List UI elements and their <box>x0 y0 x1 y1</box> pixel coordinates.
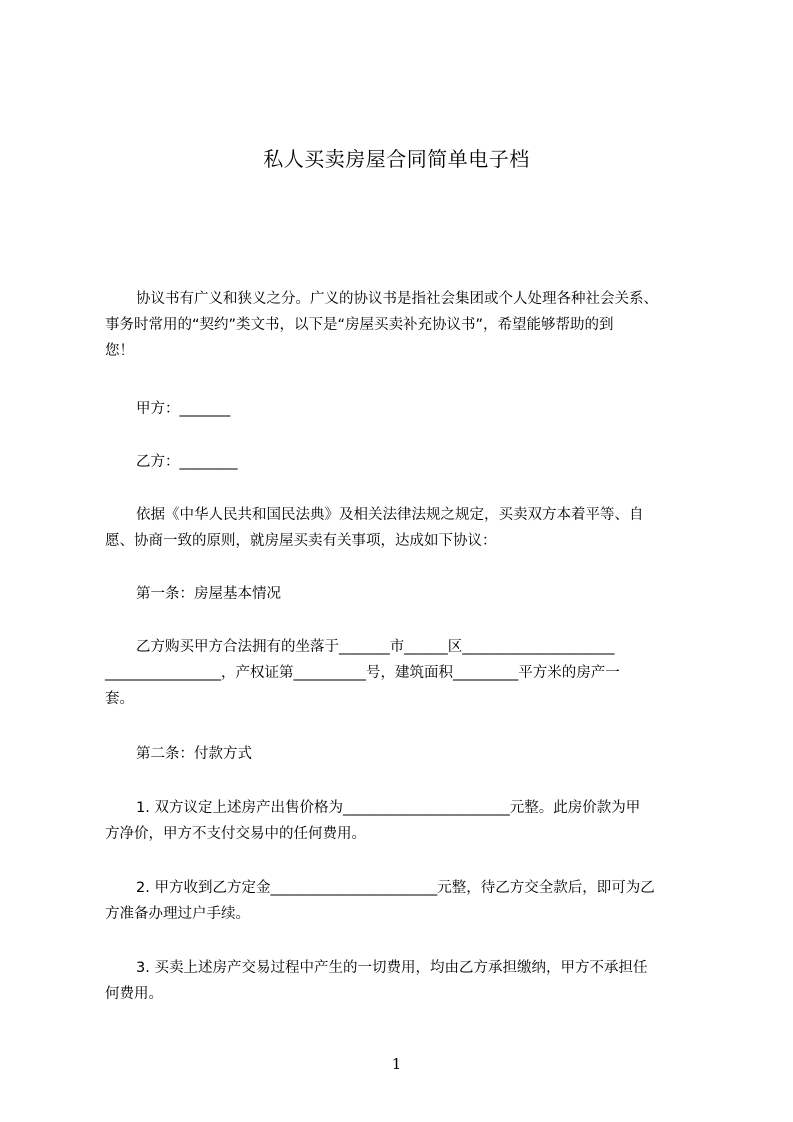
document-title: 私人买卖房屋合同简单电子档 <box>263 147 530 171</box>
article-2-item-2 <box>105 875 701 927</box>
basis-line-1: 依据《中华人民共和国民法典》及相关法律法规之规定，买卖双方本着平等、自 <box>136 507 644 523</box>
article-2-item-1-line-1: 1. 双方议定上述房产出售价格为_______________________元整。此房价款为甲 <box>136 800 641 816</box>
basis-paragraph <box>105 502 701 554</box>
article-2-item-3-line-2: 何费用。 <box>105 986 163 1002</box>
article-1-line-2: ________________，产权证第__________号，建筑面积_________平方米的房产一 <box>105 665 620 681</box>
article-1-line-3: 套。 <box>105 691 134 707</box>
article-2-item-3-line-1: 3. 买卖上述房产交易过程中产生的一切费用，均由乙方承担缴纳，甲方不承担任 <box>136 960 648 976</box>
article-2-item-2-line-2: 方准备办理过户手续。 <box>105 906 250 922</box>
basis-line-2: 愿、协商一致的原则，就房屋买卖有关事项，达成如下协议： <box>105 533 497 549</box>
article-2-item-2-line-1: 2. 甲方收到乙方定金_______________________元整，待乙方交全款后，即可为乙 <box>136 880 655 896</box>
article-1-heading: 第一条：房屋基本情况 <box>136 586 281 602</box>
article-2-item-3 <box>105 955 701 1007</box>
article-2-heading: 第二条：付款方式 <box>136 746 252 762</box>
article-2-item-1-line-2: 方净价，甲方不支付交易中的任何费用。 <box>105 826 366 842</box>
intro-paragraph <box>105 286 701 364</box>
intro-line-2: 事务时常用的“契约”类文书，以下是“房屋买卖补充协议书”，希望能够帮助的到 <box>105 317 614 333</box>
article-2-item-1 <box>105 795 701 847</box>
article-1-paragraph <box>105 634 701 712</box>
party-a-line: 甲方：_______ <box>136 401 231 417</box>
party-b-line: 乙方：________ <box>136 454 238 470</box>
article-1-line-1: 乙方购买甲方合法拥有的坐落于_______市______区_____________________ <box>136 639 615 655</box>
intro-line-3: 您！ <box>105 343 134 359</box>
intro-line-1: 协议书有广义和狭义之分。广义的协议书是指社会集团或个人处理各种社会关系、 <box>136 291 658 307</box>
page-number: 1 <box>391 1055 402 1073</box>
